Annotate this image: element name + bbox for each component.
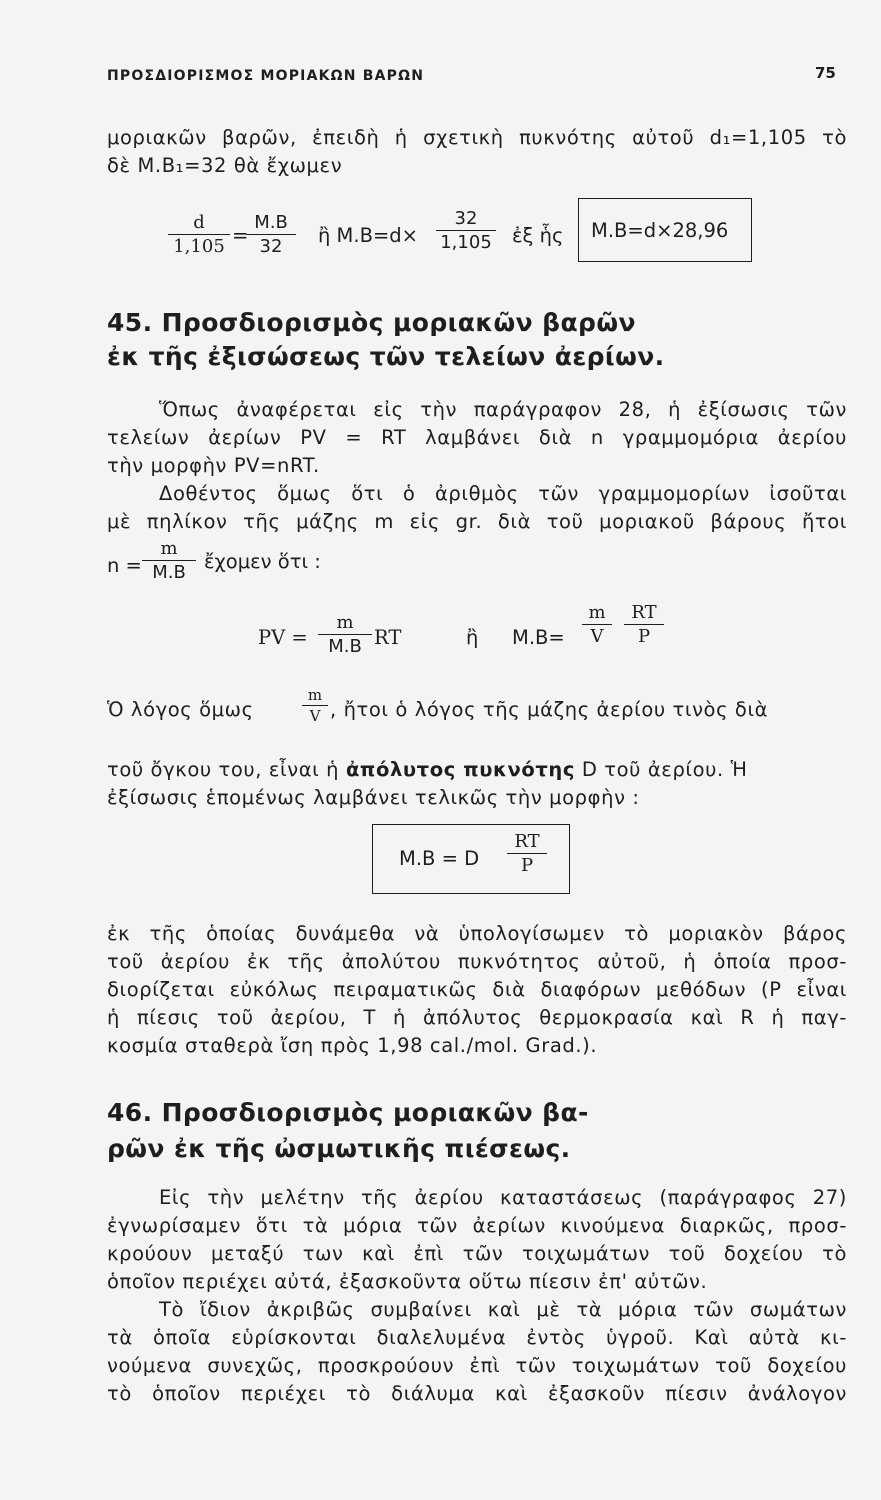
fraction: $\frac{M.B}{32}$ [246,212,296,257]
text-line: διορίζεται εὐκόλως πειραματικῶς διὰ διαφόρων μεθόδων (P εἶναι [107,978,847,1001]
text-line: μὲ πηλίκον τῆς μάζης m εἰς gr. διὰ τοῦ μοριακοῦ βάρους ἤτοι [107,510,847,533]
fraction: $\frac{m}{V}$ [302,686,328,725]
fraction: $\frac{d}{1,105}$ [168,212,230,257]
text-line: δὲ M.B₁=32 θὰ ἔχωμεν [107,154,343,177]
text-line: τὰ ὁποῖα εὑρίσκονται διαλελυμένα ἐντὸς ὑγροῦ. Καὶ αὐτὰ κι- [107,1326,847,1349]
text-line: Δοθέντος ὅμως ὅτι ὁ ἀριθμὸς τῶν γραμμομορίων ἰσοῦται [159,482,847,505]
text-line: Εἰς τὴν μελέτην τῆς ἀερίου καταστάσεως (παράγραφος 27) [159,1186,847,1209]
text-line: τελείων ἀερίων PV = RT λαμβάνει διὰ n γραμμομόρια ἀερίου [107,426,847,449]
text-line: μοριακῶν βαρῶν, ἐπειδὴ ἡ σχετικὴ πυκνότης αὐτοῦ d₁=1,105 τὸ [107,126,847,149]
equals-sign: = [232,224,249,247]
boxed-formula: M.B=d×28,96 [578,198,752,262]
boxed-formula: M.B = D $\frac{RT}{P}$ [372,824,570,894]
text-line: κρούουν μεταξύ των καὶ ἐπὶ τῶν τοιχωμάτων τοῦ δοχείου τὸ [107,1242,847,1265]
section-heading: 46. Προσδιορισμὸς μοριακῶν βα- [107,1098,589,1127]
text-line: Τὸ ἴδιον ἀκριβῶς συμβαίνει καὶ μὲ τὰ μόρια τῶν σωμάτων [159,1298,847,1321]
text-line: Ὅπως ἀναφέρεται εἰς τὴν παράγραφον 28, ἡ ἐξίσωσις τῶν [159,398,847,421]
text-line: νούμενα συνεχῶς, προσκρούουν ἐπὶ τῶν τοιχωμάτων τοῦ δοχείου [107,1354,847,1377]
book-page: ΠΡΟΣΔΙΟΡΙΣΜΟΣ ΜΟΡΙΑΚΩΝ ΒΑΡΩΝ 75 μοριακῶν βαρῶν, ἐπειδὴ ἡ σχετικὴ πυκνότης αὐτοῦ d₁=1,105 τὸ δὲ M.B₁=32 θὰ ἔχωμεν $\frac{d}{1,105}$ = $\frac{M.B}{32}$ ἢ M.B=d× $\frac{32}{1,105}$ ἐξ ἧς M.B=d×28,96 45. Προσδιορισμὸς μοριακῶν βαρῶν ἐκ τῆς ἐξισώσεως τῶν τελείων ἀερίων. Ὅπως ἀναφέρεται εἰς τὴν παράγραφον 28, ἡ ἐξίσωσις τῶν τελείων ἀερίων PV = RT λαμβάνει διὰ n γραμμομόρια ἀερίου τὴν μορφὴν PV=nRT. Δοθέντος ὅμως ὅτι ὁ ἀριθμὸς τῶν γραμμομορίων ἰσοῦται μὲ πηλίκον τῆς μάζης m εἰς gr. διὰ τοῦ μοριακοῦ βάρους ἤτοι n = $\frac{m}{M.B}$ ἔχομεν ὅτι : PV = $\frac{m}{M.B}$ RT ἢ M.B= $\frac{m}{V}$ $\frac{RT}{P}$ Ὁ λόγος ὅμως $\frac{m}{V}$ , ἤτοι ὁ λόγος τῆς μάζης ἀερίου τινὸς διὰ τοῦ ὄγκου του, εἶναι ἡ ἀπόλυτος πυκνότης D τοῦ ἀερίου. Ἡ ἐξίσωσις ἑπομένως λαμβάνει τελικῶς τὴν μορφὴν : M.B = D $\frac{RT}{P}$ ἐκ τῆς ὁποίας δυνάμεθα νὰ ὑπολογίσωμεν τὸ μοριακὸν βάρος τοῦ ἀερίου ἐκ τῆς ἀπολύτου πυκνότητος αὐτοῦ, ἡ ὁποία προσ- διορίζεται εὐκόλως πειραματικῶς διὰ διαφόρων μεθόδων (P εἶναι ἡ πίεσις τοῦ ἀερίου, T ἡ ἀπόλυτος θερμοκρασία καὶ R ἡ παγ- κοσμία σταθερὰ ἴση πρὸς 1,98 cal./mol. Grad.). 46. Προσδιορισμὸς μοριακῶν βα- ρῶν ἐκ τῆς ὠσμωτικῆς πιέσεως. Εἰς τὴν μελέτην τῆς ἀερίου καταστάσεως (παράγραφος 27) ἐγνωρίσαμεν ὅτι τὰ μόρια τῶν ἀερίων κινούμενα διαρκῶς, προσ- κρούουν μεταξύ των καὶ ἐπὶ τῶν τοιχωμάτων τοῦ δοχείου τὸ ὁποῖον περιέχει αὐτά, ἐξασκοῦντα οὕτω πίεσιν ἐπ' αὐτῶν. Τὸ ἴδιον ἀκριβῶς συμβαίνει καὶ μὲ τὰ μόρια τῶν σωμάτων τὰ ὁποῖα εὑρίσκονται διαλελυμένα ἐντὸς ὑγροῦ. Καὶ αὐτὰ κι- νούμενα συνεχῶς, προσκρούουν ἐπὶ τῶν τοιχωμάτων τοῦ δοχείου τὸ ὁποῖον περιέχει τὸ διάλυμα καὶ ἐξασκοῦν πίεσιν ἀνάλογον [107,64,847,1405]
text-line: τὴν μορφὴν PV=nRT. [107,454,320,477]
text-line: κοσμία σταθερὰ ἴση πρὸς 1,98 cal./mol. Grad.). [107,1034,598,1057]
text-line: ἡ πίεσις τοῦ ἀερίου, T ἡ ἀπόλυτος θερμοκρασία καὶ R ἡ παγ- [107,1006,847,1029]
text-line: ἐξίσωσις ἑπομένως λαμβάνει τελικῶς τὴν μορφὴν : [107,786,640,809]
fraction: $\frac{m}{M.B}$ [318,612,372,657]
section-heading: 45. Προσδιορισμὸς μοριακῶν βαρῶν [107,308,636,337]
section-heading: ρῶν ἐκ τῆς ὠσμωτικῆς πιέσεως. [107,1134,571,1163]
fraction: $\frac{m}{V}$ [582,602,612,647]
text-line: ὁποῖον περιέχει αὐτά, ἐξασκοῦντα οὕτω πίεσιν ἐπ' αὐτῶν. [107,1270,708,1293]
bold-term: ἀπόλυτος πυκνότης [345,758,576,781]
running-header: ΠΡΟΣΔΙΟΡΙΣΜΟΣ ΜΟΡΙΑΚΩΝ ΒΑΡΩΝ [107,68,425,84]
section-heading: ἐκ τῆς ἐξισώσεως τῶν τελείων ἀερίων. [107,342,665,371]
text-line: ἐγνωρίσαμεν ὅτι τὰ μόρια τῶν ἀερίων κινούμενα διαρκῶς, προσ- [107,1214,847,1237]
fraction: $\frac{RT}{P}$ [624,602,664,647]
fraction: $\frac{32}{1,105}$ [436,208,496,253]
page-number: 75 [815,64,836,82]
fraction: $\frac{m}{M.B}$ [142,538,196,583]
fraction: $\frac{RT}{P}$ [507,831,547,876]
equation-text: ἢ M.B=d× [318,224,419,247]
text-line: τοῦ ὄγκου του, εἶναι ἡ ἀπόλυτος πυκνότης D τοῦ ἀερίου. Ἡ [107,758,748,781]
text-line: τοῦ ἀερίου ἐκ τῆς ἀπολύτου πυκνότητος αὐτοῦ, ἡ ὁποία προσ- [107,950,847,973]
text-line: τὸ ὁποῖον περιέχει τὸ διάλυμα καὶ ἐξασκοῦν πίεσιν ἀνάλογον [107,1382,847,1405]
text-line: ἐκ τῆς ὁποίας δυνάμεθα νὰ ὑπολογίσωμεν τὸ μοριακὸν βάρος [107,922,847,945]
equation-text: ἐξ ἧς [512,224,564,247]
